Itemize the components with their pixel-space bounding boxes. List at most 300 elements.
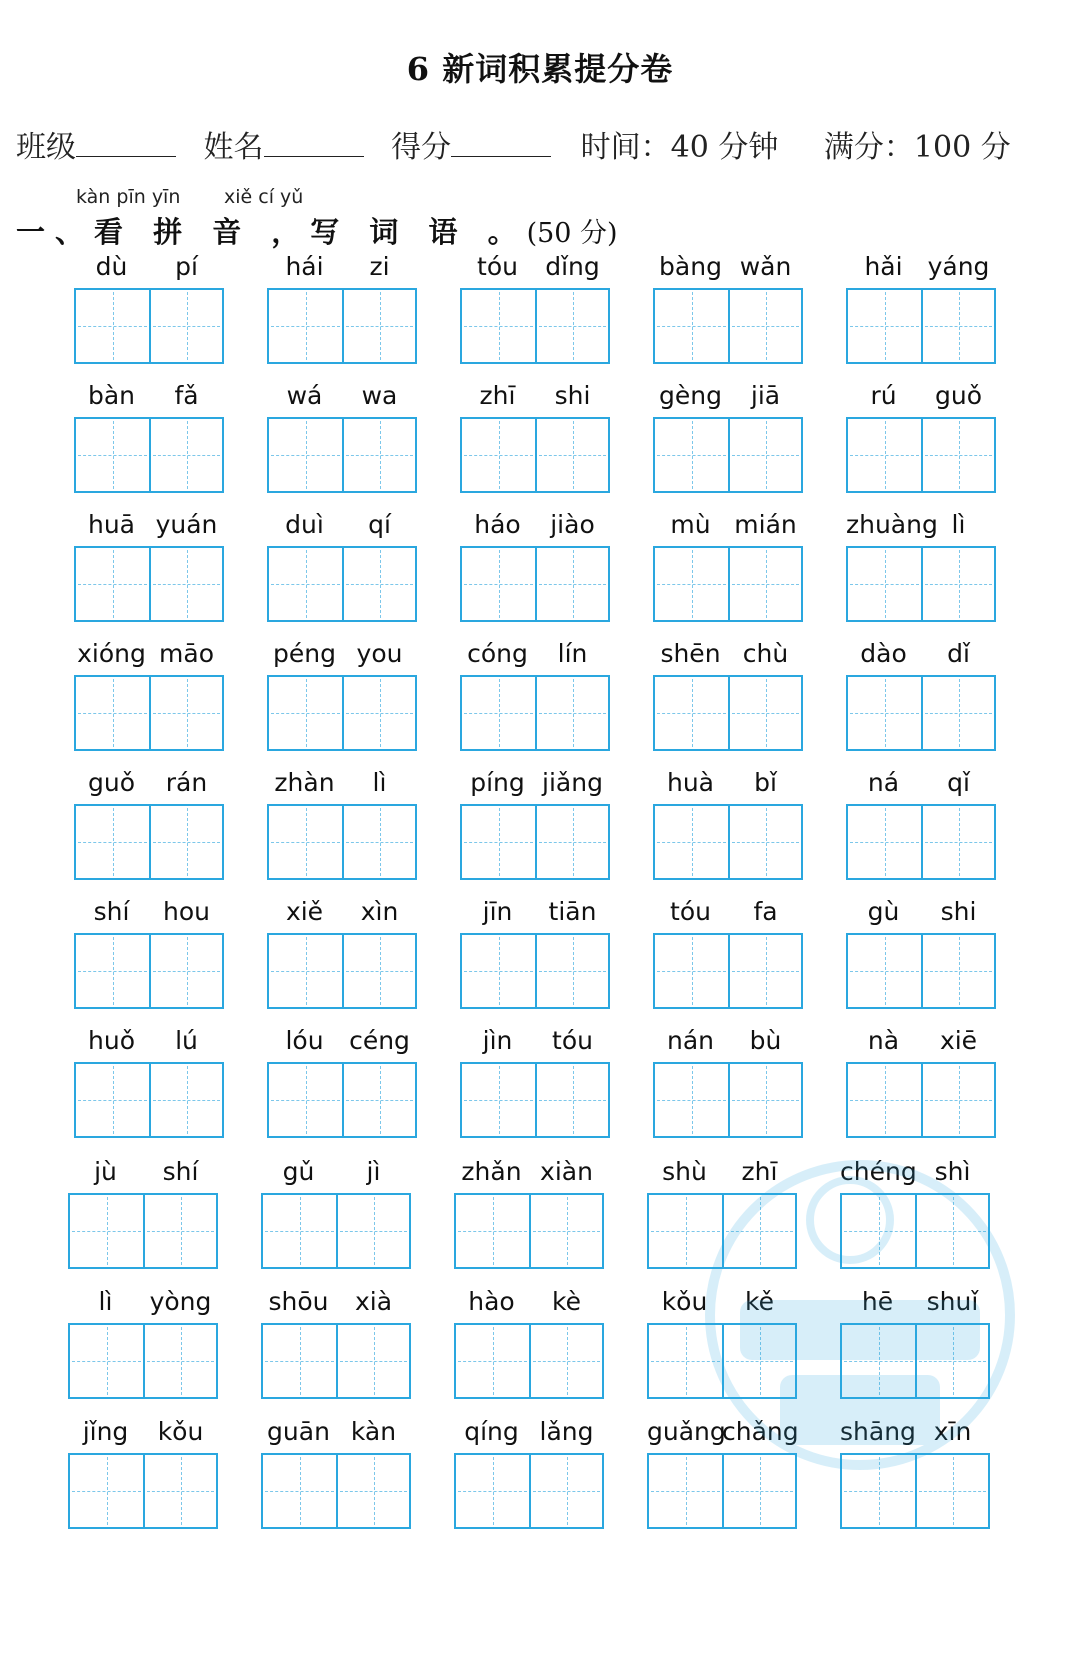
writing-box [846, 675, 996, 751]
pinyin-syllable: duì [285, 510, 324, 539]
tianzige-square[interactable] [76, 290, 149, 362]
word-cell [846, 897, 996, 1007]
word-cell [647, 1417, 797, 1527]
tianzige-square[interactable] [921, 677, 994, 749]
tianzige-square[interactable] [342, 548, 415, 620]
tianzige-square[interactable] [149, 548, 222, 620]
pinyin-label [653, 639, 803, 673]
pinyin-syllable: shù [662, 1157, 707, 1186]
pinyin-syllable: huǒ [88, 1026, 135, 1055]
tianzige-square[interactable] [149, 1064, 222, 1136]
tianzige-square[interactable] [76, 935, 149, 1007]
word-cell [267, 897, 417, 1007]
tianzige-square[interactable] [342, 935, 415, 1007]
pinyin-syllable: wa [361, 381, 398, 410]
tianzige-square[interactable] [842, 1455, 915, 1527]
writing-box [460, 546, 610, 622]
pinyin-syllable: xióng [77, 639, 146, 668]
pinyin-syllable: péng [273, 639, 336, 668]
tianzige-square[interactable] [842, 1325, 915, 1397]
pinyin-syllable: lì [372, 768, 387, 797]
pinyin-syllable: wǎn [739, 252, 792, 281]
tianzige-square[interactable] [462, 1064, 535, 1136]
word-cell [647, 1287, 797, 1397]
pinyin-syllable: jù [94, 1157, 117, 1186]
pinyin-syllable: pí [175, 252, 198, 281]
tianzige-square[interactable] [70, 1195, 143, 1267]
pinyin-label [460, 381, 610, 415]
tianzige-square[interactable] [456, 1455, 529, 1527]
pinyin-syllable: nán [666, 1026, 714, 1055]
pinyin-syllable: guǒ [934, 381, 982, 410]
tianzige-square[interactable] [921, 935, 994, 1007]
pinyin-label [74, 381, 224, 415]
pinyin-label [454, 1287, 604, 1321]
tianzige-square[interactable] [649, 1325, 722, 1397]
word-cell [846, 510, 996, 620]
tianzige-square[interactable] [728, 806, 801, 878]
tianzige-square[interactable] [535, 419, 608, 491]
tianzige-square[interactable] [263, 1195, 336, 1267]
tianzige-square[interactable] [143, 1455, 216, 1527]
section-title: 一、看 拼 音 ，写 词 语 。 [16, 215, 527, 249]
pinyin-syllable: dǐ [947, 639, 970, 668]
word-cell [267, 639, 417, 749]
tianzige-square[interactable] [655, 1064, 728, 1136]
pinyin-syllable: bǐ [754, 768, 777, 797]
pinyin-label [460, 768, 610, 802]
writing-box [261, 1323, 411, 1399]
pinyin-syllable: mù [670, 510, 711, 539]
word-cell [74, 252, 224, 362]
tianzige-square[interactable] [456, 1325, 529, 1397]
pinyin-label [74, 639, 224, 673]
pinyin-label [840, 1157, 990, 1191]
pinyin-syllable: dǐng [545, 252, 600, 281]
tianzige-square[interactable] [462, 806, 535, 878]
tianzige-square[interactable] [529, 1195, 602, 1267]
tianzige-square[interactable] [921, 290, 994, 362]
tianzige-square[interactable] [263, 1455, 336, 1527]
pinyin-syllable: lì [951, 510, 966, 539]
score-blank[interactable] [451, 128, 551, 157]
tianzige-square[interactable] [76, 806, 149, 878]
pinyin-label [267, 252, 417, 286]
word-cell [460, 768, 610, 878]
tianzige-square[interactable] [336, 1195, 409, 1267]
word-cell [68, 1157, 218, 1267]
pinyin-label [454, 1157, 604, 1191]
pinyin-label [267, 381, 417, 415]
pinyin-label [653, 252, 803, 286]
word-cell [68, 1287, 218, 1397]
tianzige-square[interactable] [722, 1195, 795, 1267]
tianzige-square[interactable] [848, 935, 921, 1007]
tianzige-square[interactable] [921, 806, 994, 878]
tianzige-square[interactable] [842, 1195, 915, 1267]
tianzige-square[interactable] [848, 290, 921, 362]
tianzige-square[interactable] [342, 419, 415, 491]
pinyin-syllable: hái [285, 252, 324, 281]
tianzige-square[interactable] [462, 677, 535, 749]
word-cell [653, 1026, 803, 1136]
word-cell [74, 639, 224, 749]
pinyin-syllable: dào [860, 639, 907, 668]
score-label: 得分 [391, 130, 452, 165]
pinyin-label [653, 510, 803, 544]
tianzige-square[interactable] [535, 548, 608, 620]
pinyin-label [460, 639, 610, 673]
tianzige-square[interactable] [149, 806, 222, 878]
word-cell [267, 768, 417, 878]
tianzige-square[interactable] [921, 548, 994, 620]
writing-box [460, 1062, 610, 1138]
pinyin-syllable: hǎi [864, 252, 903, 281]
tianzige-square[interactable] [848, 1064, 921, 1136]
writing-box [460, 933, 610, 1009]
pinyin-syllable: chù [742, 639, 789, 668]
pinyin-syllable: zhuàng [846, 510, 938, 539]
tianzige-square[interactable] [728, 290, 801, 362]
tianzige-square[interactable] [728, 1064, 801, 1136]
pinyin-syllable: céng [349, 1026, 410, 1055]
tianzige-square[interactable] [728, 935, 801, 1007]
tianzige-square[interactable] [143, 1325, 216, 1397]
class-blank[interactable] [76, 128, 176, 157]
tianzige-square[interactable] [462, 290, 535, 362]
tianzige-square[interactable] [655, 935, 728, 1007]
pinyin-syllable: guǒ [87, 768, 135, 797]
tianzige-square[interactable] [915, 1195, 988, 1267]
tianzige-square[interactable] [728, 677, 801, 749]
word-cell [454, 1157, 604, 1267]
pinyin-label [460, 897, 610, 931]
tianzige-square[interactable] [535, 677, 608, 749]
pinyin-syllable: huā [87, 510, 135, 539]
tianzige-square[interactable] [921, 419, 994, 491]
word-cell [74, 768, 224, 878]
tianzige-square[interactable] [529, 1455, 602, 1527]
pinyin-syllable: kǒu [157, 1417, 204, 1446]
pinyin-label [846, 639, 996, 673]
pinyin-syllable: guǎng [647, 1417, 726, 1446]
writing-box [846, 546, 996, 622]
writing-box [74, 804, 224, 880]
pinyin-syllable: háo [474, 510, 521, 539]
writing-box [74, 933, 224, 1009]
writing-box [267, 288, 417, 364]
tianzige-square[interactable] [462, 548, 535, 620]
tianzige-square[interactable] [529, 1325, 602, 1397]
tianzige-square[interactable] [149, 419, 222, 491]
tianzige-square[interactable] [915, 1455, 988, 1527]
word-cell [74, 897, 224, 1007]
tianzige-square[interactable] [728, 419, 801, 491]
pinyin-syllable: chéng [840, 1157, 917, 1186]
pinyin-label [454, 1417, 604, 1451]
pinyin-syllable: kǒu [661, 1287, 708, 1316]
pinyin-syllable: chǎng [722, 1417, 799, 1446]
writing-box [261, 1193, 411, 1269]
tianzige-square[interactable] [269, 419, 342, 491]
pinyin-label [653, 897, 803, 931]
tianzige-square[interactable] [76, 1064, 149, 1136]
word-cell [267, 381, 417, 491]
writing-box [460, 804, 610, 880]
writing-box [840, 1193, 990, 1269]
pinyin-syllable: zhǎn [461, 1157, 522, 1186]
pinyin-syllable: lín [557, 639, 588, 668]
pinyin-syllable: shì [934, 1157, 971, 1186]
word-cell [840, 1287, 990, 1397]
tianzige-square[interactable] [76, 419, 149, 491]
tianzige-square[interactable] [269, 806, 342, 878]
tianzige-square[interactable] [269, 548, 342, 620]
tianzige-square[interactable] [149, 677, 222, 749]
tianzige-square[interactable] [263, 1325, 336, 1397]
pinyin-syllable: shuǐ [926, 1287, 979, 1316]
tianzige-square[interactable] [722, 1325, 795, 1397]
pinyin-syllable: kě [745, 1287, 774, 1316]
pinyin-syllable: shōu [268, 1287, 329, 1316]
pinyin-syllable: dù [95, 252, 128, 281]
pinyin-label [267, 768, 417, 802]
pinyin-syllable: zhī [479, 381, 516, 410]
page-title: 6 新词积累提分卷 [406, 50, 674, 88]
tianzige-square[interactable] [848, 548, 921, 620]
word-cell [653, 510, 803, 620]
writing-box [647, 1193, 797, 1269]
tianzige-square[interactable] [728, 548, 801, 620]
tianzige-square[interactable] [655, 419, 728, 491]
pinyin-syllable: yáng [927, 252, 990, 281]
tianzige-square[interactable] [269, 1064, 342, 1136]
writing-box [653, 675, 803, 751]
tianzige-square[interactable] [649, 1455, 722, 1527]
tianzige-square[interactable] [269, 935, 342, 1007]
tianzige-square[interactable] [535, 1064, 608, 1136]
pinyin-syllable: hou [163, 897, 210, 926]
pinyin-syllable: qǐ [947, 768, 970, 797]
pinyin-label [653, 1026, 803, 1060]
writing-box [267, 417, 417, 493]
pinyin-syllable: qíng [464, 1417, 519, 1446]
pinyin-label [647, 1157, 797, 1191]
word-cell [846, 252, 996, 362]
pinyin-syllable: tiān [548, 897, 597, 926]
pinyin-syllable: wá [286, 381, 323, 410]
pinyin-label [68, 1287, 218, 1321]
pinyin-syllable: jīn [482, 897, 513, 926]
pinyin-label [653, 381, 803, 415]
writing-box [267, 804, 417, 880]
tianzige-square[interactable] [342, 677, 415, 749]
word-cell [68, 1417, 218, 1527]
tianzige-square[interactable] [149, 290, 222, 362]
pinyin-syllable: rú [870, 381, 897, 410]
pinyin-label [74, 252, 224, 286]
pinyin-syllable: yòng [149, 1287, 212, 1316]
writing-box [460, 417, 610, 493]
pinyin-syllable: xiàn [540, 1157, 593, 1186]
writing-box [74, 675, 224, 751]
pinyin-label [647, 1417, 797, 1451]
word-cell [74, 381, 224, 491]
tianzige-square[interactable] [456, 1195, 529, 1267]
pinyin-label [653, 768, 803, 802]
tianzige-square[interactable] [655, 290, 728, 362]
word-cell [460, 381, 610, 491]
tianzige-square[interactable] [848, 419, 921, 491]
pinyin-syllable: lú [175, 1026, 198, 1055]
pinyin-syllable: gǔ [282, 1157, 315, 1186]
tianzige-square[interactable] [269, 677, 342, 749]
pinyin-label [267, 510, 417, 544]
pinyin-label [846, 510, 996, 544]
tianzige-square[interactable] [535, 935, 608, 1007]
pinyin-syllable: zhàn [274, 768, 335, 797]
pinyin-syllable: hē [861, 1287, 894, 1316]
word-cell [74, 510, 224, 620]
time-info: 时间：40 分钟 [580, 130, 779, 165]
tianzige-square[interactable] [70, 1325, 143, 1397]
writing-box [653, 288, 803, 364]
tianzige-square[interactable] [269, 290, 342, 362]
tianzige-square[interactable] [342, 806, 415, 878]
writing-box [647, 1453, 797, 1529]
tianzige-square[interactable] [462, 419, 535, 491]
pinyin-label [846, 252, 996, 286]
pinyin-syllable: xìn [360, 897, 399, 926]
pinyin-syllable: píng [470, 768, 525, 797]
tianzige-square[interactable] [915, 1325, 988, 1397]
pinyin-syllable: lì [98, 1287, 113, 1316]
tianzige-square[interactable] [655, 677, 728, 749]
tianzige-square[interactable] [848, 677, 921, 749]
tianzige-square[interactable] [70, 1455, 143, 1527]
pinyin-label [261, 1157, 411, 1191]
pinyin-syllable: nà [867, 1026, 900, 1055]
pinyin-syllable: tóu [552, 1026, 593, 1055]
word-cell [840, 1417, 990, 1527]
writing-box [74, 546, 224, 622]
tianzige-square[interactable] [848, 806, 921, 878]
pinyin-syllable: jiào [550, 510, 595, 539]
pinyin-syllable: tóu [477, 252, 518, 281]
tianzige-square[interactable] [535, 290, 608, 362]
pinyin-syllable: jiā [750, 381, 781, 410]
tianzige-square[interactable] [342, 1064, 415, 1136]
writing-box [840, 1323, 990, 1399]
tianzige-square[interactable] [655, 806, 728, 878]
tianzige-square[interactable] [336, 1325, 409, 1397]
word-cell [653, 768, 803, 878]
pinyin-syllable: bù [749, 1026, 782, 1055]
word-cell [267, 510, 417, 620]
word-cell [653, 897, 803, 1007]
word-cell [460, 1026, 610, 1136]
tianzige-square[interactable] [76, 548, 149, 620]
tianzige-square[interactable] [655, 548, 728, 620]
word-cell [460, 252, 610, 362]
writing-box [74, 1062, 224, 1138]
word-cell [846, 639, 996, 749]
pinyin-label [846, 897, 996, 931]
pinyin-syllable: zi [369, 252, 390, 281]
pinyin-syllable: you [356, 639, 403, 668]
tianzige-square[interactable] [336, 1455, 409, 1527]
word-cell [653, 639, 803, 749]
writing-box [68, 1193, 218, 1269]
pinyin-syllable: bàng [659, 252, 722, 281]
pinyin-syllable: qí [368, 510, 391, 539]
pinyin-syllable: bàn [87, 381, 136, 410]
tianzige-square[interactable] [462, 935, 535, 1007]
tianzige-square[interactable] [149, 935, 222, 1007]
pinyin-label [846, 768, 996, 802]
pinyin-label [261, 1417, 411, 1451]
pinyin-label [74, 510, 224, 544]
writing-box [454, 1453, 604, 1529]
writing-box [653, 417, 803, 493]
tianzige-square[interactable] [722, 1455, 795, 1527]
tianzige-square[interactable] [921, 1064, 994, 1136]
pinyin-label [68, 1417, 218, 1451]
pinyin-label [267, 639, 417, 673]
name-blank[interactable] [264, 128, 364, 157]
pinyin-label [840, 1287, 990, 1321]
pinyin-label [267, 897, 417, 931]
section-heading [16, 210, 618, 251]
pinyin-label [460, 1026, 610, 1060]
writing-box [647, 1323, 797, 1399]
word-cell [261, 1157, 411, 1267]
writing-box [454, 1323, 604, 1399]
pinyin-syllable: jiǎng [542, 768, 603, 797]
pinyin-syllable: gù [867, 897, 900, 926]
writing-box [846, 288, 996, 364]
tianzige-square[interactable] [535, 806, 608, 878]
writing-box [653, 1062, 803, 1138]
pinyin-syllable: jì [366, 1157, 381, 1186]
pinyin-syllable: shi [940, 897, 977, 926]
student-info-row [16, 122, 1066, 166]
pinyin-label [460, 252, 610, 286]
full-score-info: 满分：100 分 [823, 130, 1011, 165]
pinyin-syllable: xiě [285, 897, 324, 926]
pinyin-syllable: rán [165, 768, 208, 797]
tianzige-square[interactable] [76, 677, 149, 749]
word-cell [460, 639, 610, 749]
writing-box [846, 804, 996, 880]
writing-box [460, 288, 610, 364]
pinyin-syllable: lóu [285, 1026, 324, 1055]
pinyin-label [74, 768, 224, 802]
writing-box [68, 1323, 218, 1399]
writing-box [460, 675, 610, 751]
writing-box [846, 933, 996, 1009]
section-score: (50 分) [526, 218, 618, 249]
pinyin-syllable: kè [552, 1287, 581, 1316]
section-pinyin-1: kàn pīn yīn [76, 186, 181, 208]
word-cell [460, 510, 610, 620]
word-cell [846, 768, 996, 878]
tianzige-square[interactable] [143, 1195, 216, 1267]
tianzige-square[interactable] [649, 1195, 722, 1267]
writing-box [846, 417, 996, 493]
pinyin-syllable: mián [734, 510, 797, 539]
tianzige-square[interactable] [342, 290, 415, 362]
